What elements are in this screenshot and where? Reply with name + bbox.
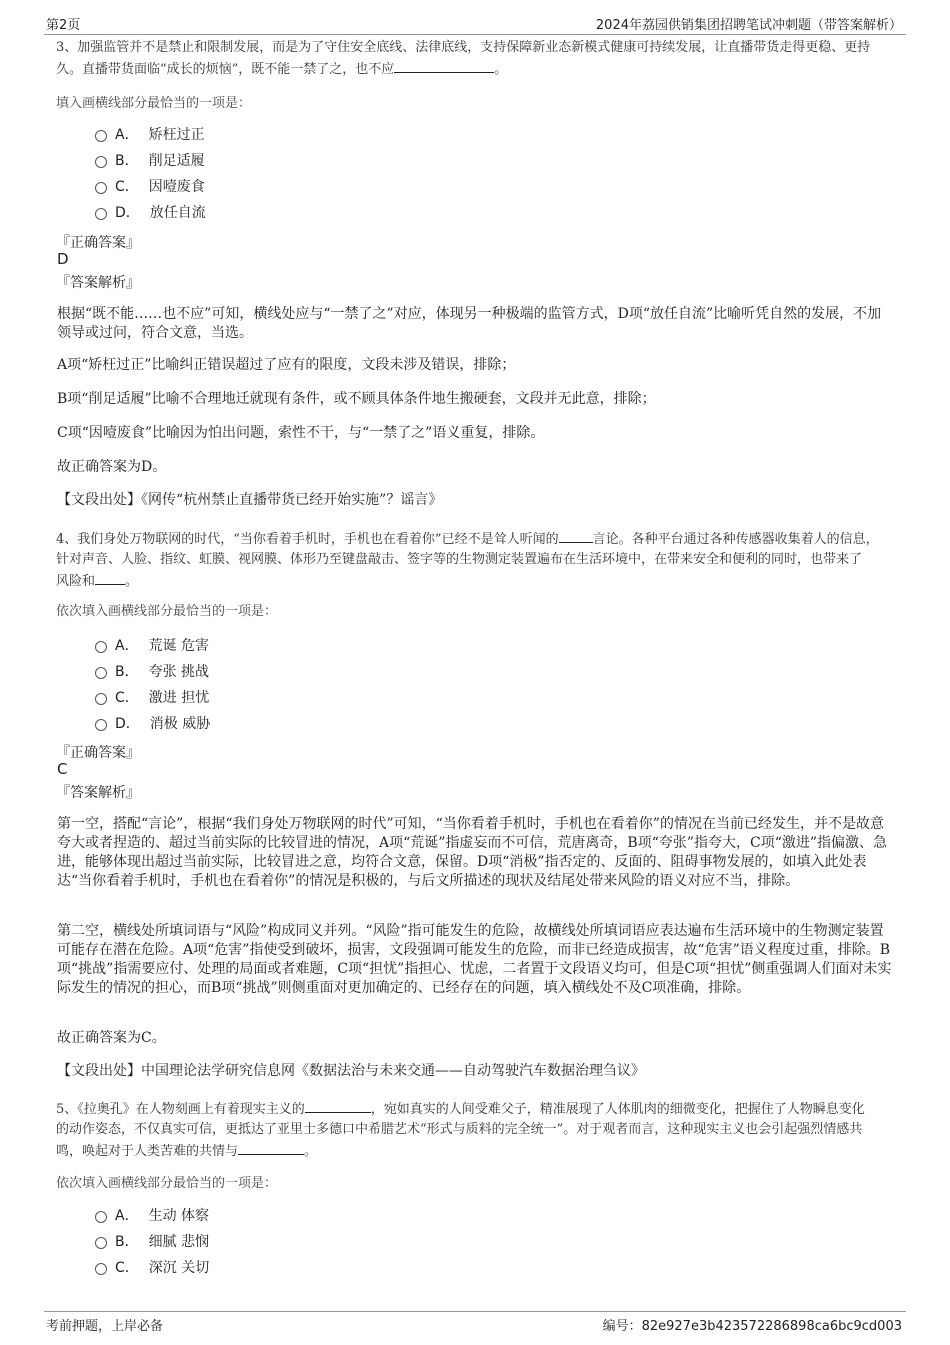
- q4-text-line1: 4、我们身处万物联网的时代，“当你看着手机时，手机也在看着你”已经不是耸人听闻的 言论。各种平台通过各种传感器收集着人的信息，: [56, 528, 896, 550]
- q5-blank-2: [238, 1140, 304, 1155]
- q4-option-d[interactable]: D． 消极 威胁: [95, 714, 210, 734]
- q5-prompt: 依次填入画横线部分最恰当的一项是：: [56, 1176, 278, 1191]
- q4-answer-label: 『正确答案』: [56, 745, 140, 761]
- q5-blank-1: [305, 1098, 371, 1113]
- q4-analysis-paragraph: 故正确答案为C。: [57, 1030, 166, 1046]
- q3-option-b[interactable]: B． 削足适履: [95, 151, 205, 171]
- q3-analysis-paragraph: A项“矫枉过正”比喻纠正错误超过了应有的限度，文段未涉及错误，排除；: [57, 357, 516, 373]
- q3-answer: D: [57, 250, 69, 268]
- q3-answer-label: 『正确答案』: [56, 235, 140, 251]
- q4-option-a[interactable]: A． 荒诞 危害: [95, 636, 209, 656]
- q4-text-line3: 风险和 。: [56, 570, 896, 592]
- q5-text-line1: 5、《拉奥孔》在人物刻画上有着现实主义的 ，宛如真实的人间受难父子，精准展现了人体肌肉的细微变化，把握住了人物瞬息变化: [56, 1098, 896, 1120]
- q5-option-c[interactable]: C． 深沉 关切: [95, 1258, 209, 1278]
- q5-text-line2: 的动作姿态，不仅真实可信，更抵达了亚里士多德口中希腊艺术“形式与质料的完全统一”。对于观者而言，这种现实主义也会引起强烈情感共: [56, 1122, 863, 1137]
- radio-icon[interactable]: [95, 208, 107, 220]
- q4-text-line2: 针对声音、人脸、指纹、虹膜、视网膜、体形乃至键盘敲击、签字等的生物测定装置遍布在生活环境中，在带来安全和便利的同时，也带来了: [56, 552, 863, 567]
- radio-icon[interactable]: [95, 693, 107, 705]
- radio-icon[interactable]: [95, 1263, 107, 1275]
- q4-option-c[interactable]: C． 激进 担忧: [95, 688, 209, 708]
- document-title: 2024年荔园供销集团招聘笔试冲刺题（带答案解析）: [595, 18, 902, 33]
- q4-analysis-label: 『答案解析』: [56, 785, 140, 801]
- q4-text: [56, 528, 896, 592]
- page-number: 第2页: [46, 18, 81, 33]
- q3-analysis-label: 『答案解析』: [56, 275, 140, 291]
- radio-icon[interactable]: [95, 1237, 107, 1249]
- q5-option-b[interactable]: B． 细腻 悲悯: [95, 1232, 209, 1252]
- radio-icon[interactable]: [95, 130, 107, 142]
- q3-option-c[interactable]: C． 因噎废食: [95, 177, 205, 197]
- q5-text-line3: 鸣，唤起对于人类苦难的共情与 。: [56, 1140, 896, 1162]
- q3-blank: [394, 58, 494, 73]
- q5-text: [56, 1098, 896, 1162]
- q4-blank-2: [95, 570, 125, 585]
- q3-option-a[interactable]: A． 矫枉过正: [95, 125, 205, 145]
- q4-option-b[interactable]: B． 夸张 挑战: [95, 662, 209, 682]
- q4-answer: C: [57, 760, 68, 778]
- footer-slogan: 考前押题，上岸必备: [46, 1319, 164, 1334]
- q3-text-line1: 3、加强监管并不是禁止和限制发展，而是为了守住安全底线、法律底线，支持保障新业态新模式健康可持续发展，让直播带货走得更稳、更持: [56, 40, 871, 55]
- q3-text: [56, 38, 896, 80]
- page-footer: [44, 1311, 906, 1334]
- q3-analysis-paragraph: 故正确答案为D。: [57, 459, 167, 475]
- q5-option-a[interactable]: A． 生动 体察: [95, 1206, 209, 1226]
- radio-icon[interactable]: [95, 182, 107, 194]
- q4-analysis-paragraph: 第一空，搭配“言论”，根据“我们身处万物联网的时代”可知，“当你看着手机时，手机也在看着你”的情况在当前已经发生，并不是故意夸大或者捏造的、超过当前实际的比较冒进的情况，A项“荒诞”指虚妄而不可信，荒唐离奇，B项“夸张”指夸大，C项“激进”指偏激、急进，能够体现出超过当前实际，比较冒进之意，均符合文意，保留。D项“消极”指否定的、反面的、阻碍事物发展的，如填入此处表达“当你看着手机时，手机也在看着你”的情况是积极的，与后文所描述的现状及结尾处带来风险的语义对应不当，排除。: [57, 816, 888, 889]
- q3-analysis-paragraph: 根据“既不能……也不应”可知，横线处应与“一禁了之”对应，体现另一种极端的监管方式，D项“放任自流”比喻听凭自然的发展，不加领导或过问，符合文意，当选。: [57, 306, 882, 341]
- radio-icon[interactable]: [95, 1211, 107, 1223]
- q4-prompt: 依次填入画横线部分最恰当的一项是：: [56, 604, 278, 619]
- radio-icon[interactable]: [95, 719, 107, 731]
- q3-prompt: 填入画横线部分最恰当的一项是：: [56, 96, 252, 111]
- radio-icon[interactable]: [95, 641, 107, 653]
- q3-analysis-paragraph: B项“削足适履”比喻不合理地迁就现有条件，或不顾具体条件地生搬硬套，文段并无此意，排除；: [57, 391, 656, 407]
- q3-option-d[interactable]: D． 放任自流: [95, 203, 206, 223]
- q4-analysis-paragraph: 第二空，横线处所填词语与“风险”构成同义并列。“风险”指可能发生的危险，故横线处所填词语应表达遍布生活环境中的生物测定装置可能存在潜在危险。A项“危害”指使受到破坏，损害，文段强调可能发生的危险，而非已经造成损害，故“危害”语义程度过重，排除。B项“挑战”指需要应付、处理的局面或者难题，C项“担忧”指担心、忧虑，二者置于文段语义均可，但是C项“担忧”侧重强调人们面对未实际发生的情况的担心，而B项“挑战”则侧重面对更加确定的、已经存在的问题，填入横线处不及C项准确，排除。: [57, 923, 892, 996]
- q4-blank-1: [559, 528, 593, 543]
- q4-source: 【文段出处】中国理论法学研究信息网《数据法治与未来交通——自动驾驶汽车数据治理刍议》: [57, 1063, 645, 1079]
- radio-icon[interactable]: [95, 667, 107, 679]
- document-id: 编号：82e927e3b423572286898ca6bc9cd003: [602, 1319, 902, 1334]
- q3-analysis-paragraph: C项“因噎废食”比喻因为怕出问题，索性不干，与“一禁了之”语义重复，排除。: [57, 425, 545, 441]
- q3-source: 【文段出处】《网传“杭州禁止直播带货已经开始实施”？谣言》: [57, 492, 443, 508]
- q3-text-line2: 久。直播带货面临“成长的烦恼”，既不能一禁了之，也不应 。: [56, 58, 896, 80]
- radio-icon[interactable]: [95, 156, 107, 168]
- page-header: [44, 12, 906, 35]
